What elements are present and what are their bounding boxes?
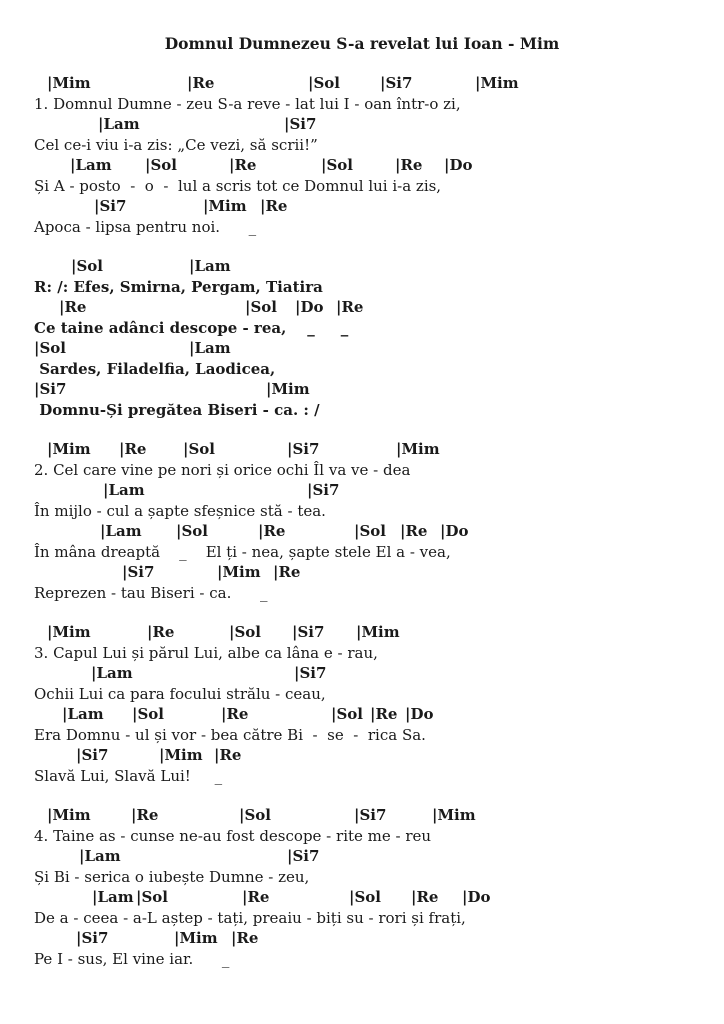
chord: |Mim xyxy=(47,74,91,92)
lyric-text: 3. Capul Lui și părul Lui, albe ca lâna e - rau, xyxy=(34,643,378,662)
chord: |Re xyxy=(242,888,270,906)
lyric-line xyxy=(34,726,714,747)
lyric-line xyxy=(34,584,714,605)
chord: |Do xyxy=(444,156,473,174)
chord: |Lam xyxy=(189,257,231,275)
chord: |Re xyxy=(411,888,439,906)
chord-line xyxy=(34,705,714,726)
chord: |Mim xyxy=(47,440,91,458)
chord-line xyxy=(34,115,714,136)
chord: |Re xyxy=(258,522,286,540)
chord: |Si7 xyxy=(292,623,325,641)
lyric-line xyxy=(34,319,714,340)
chord: |Lam xyxy=(103,481,145,499)
refrain xyxy=(34,257,714,421)
lyric-line xyxy=(34,950,714,971)
chord: |Sol xyxy=(71,257,103,275)
chord: |Sol xyxy=(308,74,340,92)
lyric-line xyxy=(34,827,714,848)
chord: |Do xyxy=(295,298,324,316)
chord-line xyxy=(34,380,714,401)
chord: |Re xyxy=(400,522,428,540)
lyric-text: Slavă Lui, Slavă Lui! _ xyxy=(34,766,223,785)
verse-1 xyxy=(34,74,714,238)
chord-line xyxy=(34,257,714,278)
lyric-line xyxy=(34,461,714,482)
lyric-text: Și A - posto - o - lul a scris tot ce Domnul lui i-a zis, xyxy=(34,176,442,195)
lyric-line xyxy=(34,502,714,523)
chord: |Sol xyxy=(132,705,164,723)
chord: |Mim xyxy=(217,563,261,581)
chord: |Mim xyxy=(356,623,400,641)
lyric-text: Sardes, Filadelfia, Laodicea, xyxy=(34,359,276,378)
chord: |Mim xyxy=(47,806,91,824)
lyric-text: Apoca - lipsa pentru noi. _ xyxy=(34,217,257,236)
lyric-text: Cel ce-i viu i-a zis: „Ce vezi, să scrii!” xyxy=(34,135,318,154)
chord-line xyxy=(34,74,714,95)
lyric-line xyxy=(34,401,714,422)
lyric-text: Domnu-Și pregătea Biseri - ca. : / xyxy=(34,400,320,419)
chord: |Si7 xyxy=(287,847,320,865)
chord: |Sol xyxy=(229,623,261,641)
verse-4 xyxy=(34,806,714,970)
chord: |Sol xyxy=(176,522,208,540)
chord: |Re xyxy=(147,623,175,641)
chord: |Sol xyxy=(354,522,386,540)
chord: |Sol xyxy=(34,339,66,357)
chord: |Si7 xyxy=(284,115,317,133)
chord: |Sol xyxy=(239,806,271,824)
lyric-text: 2. Cel care vine pe nori și orice ochi Îl va ve - dea xyxy=(34,460,411,479)
chord: |Si7 xyxy=(122,563,155,581)
chord: |Lam xyxy=(70,156,112,174)
chord: |Si7 xyxy=(294,664,327,682)
chord: |Re xyxy=(131,806,159,824)
chord: |Re xyxy=(273,563,301,581)
chord: |Mim xyxy=(475,74,519,92)
lyric-text: R: /: Efes, Smirna, Pergam, Tiatira xyxy=(34,277,323,296)
chord-line xyxy=(34,563,714,584)
chord: |Mim xyxy=(432,806,476,824)
chord: |Sol xyxy=(145,156,177,174)
lyric-line xyxy=(34,360,714,381)
chord: |Mim xyxy=(174,929,218,947)
lyric-text: Ce taine adânci descope - rea, _ _ xyxy=(34,318,349,337)
chord: |Do xyxy=(405,705,434,723)
chord: |Si7 xyxy=(94,197,127,215)
lyric-text: De a - ceea - a-L aștep - tați, preaiu - biți su - rori și frați, xyxy=(34,908,466,927)
chord: |Lam xyxy=(92,888,134,906)
chord: |Re xyxy=(59,298,87,316)
chord: |Si7 xyxy=(76,746,109,764)
chord: |Re xyxy=(260,197,288,215)
chord-line xyxy=(34,623,714,644)
chord-line xyxy=(34,481,714,502)
chord: |Sol xyxy=(136,888,168,906)
chord-line xyxy=(34,746,714,767)
lyric-text: Ochii Lui ca para focului strălu - ceau, xyxy=(34,684,326,703)
lyric-line xyxy=(34,218,714,239)
lyric-line xyxy=(34,95,714,116)
chord: |Mim xyxy=(266,380,310,398)
chord: |Sol xyxy=(349,888,381,906)
lyric-line xyxy=(34,136,714,157)
song-title: Domnul Dumnezeu S-a revelat lui Ioan - Mim xyxy=(164,34,560,53)
chord: |Lam xyxy=(62,705,104,723)
chord: |Si7 xyxy=(287,440,320,458)
chord: |Sol xyxy=(331,705,363,723)
chord: |Si7 xyxy=(354,806,387,824)
chord: |Do xyxy=(462,888,491,906)
chord: |Lam xyxy=(91,664,133,682)
lyric-text: Era Domnu - ul și vor - bea către Bi - se - rica Sa. xyxy=(34,725,426,744)
chord: |Si7 xyxy=(34,380,67,398)
lyric-line xyxy=(34,644,714,665)
chord-line xyxy=(34,440,714,461)
lyric-line xyxy=(34,543,714,564)
lyric-line xyxy=(34,767,714,788)
verse-2 xyxy=(34,440,714,604)
lyric-text: Reprezen - tau Biseri - ca. _ xyxy=(34,583,268,602)
chord-line xyxy=(34,664,714,685)
chord-line xyxy=(34,888,714,909)
chord: |Re xyxy=(214,746,242,764)
chord: |Sol xyxy=(321,156,353,174)
chord: |Re xyxy=(231,929,259,947)
lyric-line xyxy=(34,278,714,299)
chord: |Re xyxy=(187,74,215,92)
chord: |Do xyxy=(440,522,469,540)
chord: |Re xyxy=(119,440,147,458)
chord-line xyxy=(34,929,714,950)
chord: |Lam xyxy=(79,847,121,865)
chord-line xyxy=(34,156,714,177)
chord: |Sol xyxy=(183,440,215,458)
chord: |Re xyxy=(221,705,249,723)
lyric-text: În mijlo - cul a șapte sfeșnice stă - tea. xyxy=(34,501,326,520)
chord: |Lam xyxy=(100,522,142,540)
chord: |Re xyxy=(229,156,257,174)
chord: |Lam xyxy=(98,115,140,133)
chord: |Sol xyxy=(245,298,277,316)
chord: |Mim xyxy=(396,440,440,458)
chord: |Si7 xyxy=(76,929,109,947)
lyric-text: 1. Domnul Dumne - zeu S-a reve - lat lui I - oan într-o zi, xyxy=(34,94,461,113)
chord: |Re xyxy=(336,298,364,316)
verse-3 xyxy=(34,623,714,787)
lyric-text: Pe I - sus, El vine iar. _ xyxy=(34,949,230,968)
chord: |Re xyxy=(395,156,423,174)
chord: |Si7 xyxy=(380,74,413,92)
chord: |Si7 xyxy=(307,481,340,499)
lyric-text: În mâna dreaptă _ El ți - nea, șapte stele El a - vea, xyxy=(34,542,451,561)
chord: |Lam xyxy=(189,339,231,357)
lyric-line xyxy=(34,177,714,198)
lyric-text: 4. Taine as - cunse ne-au fost descope - rite me - reu xyxy=(34,826,432,845)
lyric-text: Și Bi - serica o iubește Dumne - zeu, xyxy=(34,867,310,886)
chord-line xyxy=(34,298,714,319)
lyric-line xyxy=(34,909,714,930)
chord: |Re xyxy=(370,705,398,723)
chord-line xyxy=(34,847,714,868)
chord-line xyxy=(34,806,714,827)
chord-line xyxy=(34,339,714,360)
chord-line xyxy=(34,197,714,218)
lyric-line xyxy=(34,685,714,706)
chord: |Mim xyxy=(159,746,203,764)
chord: |Mim xyxy=(47,623,91,641)
lyric-line xyxy=(34,868,714,889)
chord: |Mim xyxy=(203,197,247,215)
chord-line xyxy=(34,522,714,543)
